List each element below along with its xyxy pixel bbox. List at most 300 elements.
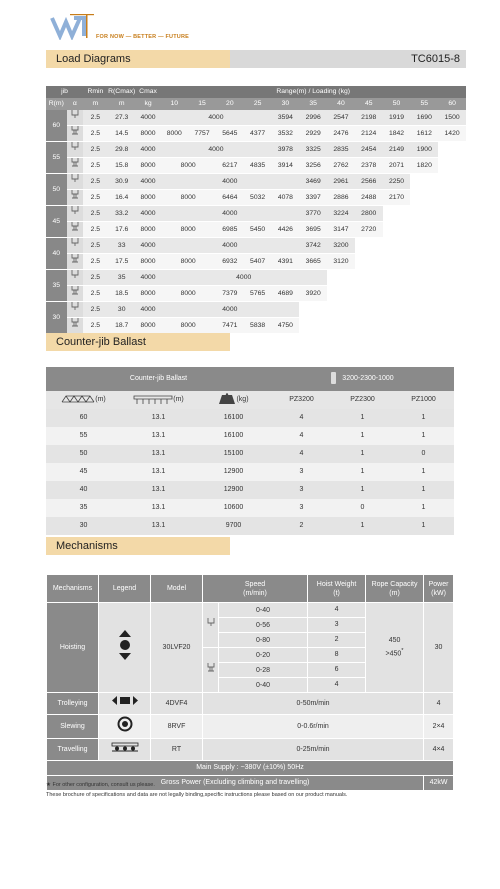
load-value: 8000	[160, 222, 216, 238]
qty-pz2300: 1	[332, 463, 393, 481]
row-rmin: 2.5	[83, 142, 108, 158]
load-value: 3978	[272, 142, 300, 158]
load-value: 4377	[244, 126, 272, 142]
section-title-load: Load Diagrams	[46, 50, 230, 68]
rope-header	[366, 575, 424, 603]
row-rc: 33	[108, 238, 136, 254]
ballast-row	[46, 463, 454, 481]
counter-jib-length: 13.1	[121, 427, 196, 445]
load-value: 3920	[299, 286, 327, 302]
hoist-speed: 0-56	[219, 618, 308, 633]
load-value: 7757	[188, 126, 216, 142]
load-value: 6932	[216, 254, 244, 270]
load-value: 2762	[327, 158, 355, 174]
row-rc: 18.5	[108, 286, 136, 302]
hoisting-model: 30LVF20	[151, 603, 203, 693]
load-value: 2476	[327, 126, 355, 142]
row-cmax: 8000	[136, 286, 161, 302]
load-value: 8000	[160, 318, 216, 334]
qty-pz2300: 0	[332, 499, 393, 517]
load-row	[46, 110, 466, 126]
trolleying-legend	[99, 693, 151, 715]
load-value: 4000	[160, 238, 299, 254]
load-value: 2149	[383, 142, 411, 158]
range-60: 60	[438, 98, 466, 110]
ballast-weight: 16100	[196, 427, 271, 445]
load-value: 3695	[299, 222, 327, 238]
load-value: 3325	[299, 142, 327, 158]
ballast-header-combo	[271, 367, 454, 391]
single-fall-hook-icon	[71, 110, 79, 119]
row-cmax: 8000	[136, 126, 161, 142]
hook-icon-cell	[67, 110, 83, 126]
range-55: 55	[410, 98, 438, 110]
double-fall-hook-icon	[71, 158, 79, 167]
row-cmax: 8000	[136, 254, 161, 270]
qty-pz1000: 1	[393, 463, 454, 481]
main-supply: Main Supply : ~380V (±10%) 50Hz	[47, 761, 454, 776]
rope-capacity-1: 450	[388, 636, 401, 644]
jib-length: 60	[46, 409, 121, 427]
qty-pz3200: 3	[271, 499, 332, 517]
trolleying-label: Trolleying	[47, 693, 99, 715]
load-row	[46, 318, 466, 334]
slewing-speed: 0-0.6r/min	[203, 715, 424, 739]
empty-cell	[327, 270, 466, 286]
ballast-row	[46, 427, 454, 445]
qty-pz1000: 1	[393, 517, 454, 535]
load-value: 5407	[244, 254, 272, 270]
hook-icon-cell	[67, 302, 83, 318]
hook-icon-cell	[67, 222, 83, 238]
load-row	[46, 270, 466, 286]
load-value: 6217	[216, 158, 244, 174]
range-45: 45	[355, 98, 383, 110]
ballast-combo-label: 3200-2300-1000	[342, 375, 394, 382]
double-fall-hook-icon	[71, 286, 79, 295]
header-jib: jib	[46, 86, 83, 98]
hook-icon-cell	[67, 286, 83, 302]
hoist-weight: 2	[308, 633, 366, 648]
hoist-weight: 8	[308, 648, 366, 663]
travel-rail-icon	[111, 742, 139, 752]
model-name: TC6015-8	[411, 53, 460, 65]
load-value: 7379	[216, 286, 244, 302]
load-value: 2124	[355, 126, 383, 142]
load-value: 1919	[383, 110, 411, 126]
hoist-weight: 6	[308, 663, 366, 678]
hoist-speed: 0-80	[219, 633, 308, 648]
hoist-speed: 0-40	[219, 678, 308, 693]
slewing-power: 2×4	[424, 715, 454, 739]
range-15: 15	[188, 98, 216, 110]
hoist-speed: 0-40	[219, 603, 308, 618]
ballast-header-label: Counter-jib Ballast	[46, 367, 271, 391]
hook-icon-cell	[203, 648, 219, 693]
load-value: 8000	[160, 190, 216, 206]
counter-jib-unit: (m)	[173, 396, 184, 403]
qty-pz1000: 1	[393, 427, 454, 445]
jib-length: 40	[46, 238, 67, 270]
row-rmin: 2.5	[83, 190, 108, 206]
load-value: 2170	[383, 190, 411, 206]
jib-length: 50	[46, 174, 67, 206]
load-value: 2250	[383, 174, 411, 190]
empty-cell	[410, 190, 466, 206]
jib-length: 45	[46, 463, 121, 481]
load-value: 1612	[410, 126, 438, 142]
model-header: Model	[151, 575, 203, 603]
row-rc: 14.5	[108, 126, 136, 142]
unit-alpha: α	[67, 98, 83, 110]
travelling-legend	[99, 739, 151, 761]
qty-pz3200: 4	[271, 427, 332, 445]
load-value: 6985	[216, 222, 244, 238]
load-row	[46, 302, 466, 318]
load-value: 4835	[244, 158, 272, 174]
row-cmax: 4000	[136, 238, 161, 254]
rope-capacity	[366, 603, 424, 693]
row-rc: 30	[108, 302, 136, 318]
row-rmin: 2.5	[83, 222, 108, 238]
counter-jib-icon	[133, 393, 173, 405]
mech-header: Mechanisms	[47, 575, 99, 603]
header-rcmax: R(Cmax)	[108, 86, 136, 98]
hook-icon-cell	[67, 142, 83, 158]
hoist-weight: 3	[308, 618, 366, 633]
row-rmin: 2.5	[83, 270, 108, 286]
load-value: 4000	[160, 142, 271, 158]
gross-power-value: 42kW	[424, 776, 454, 791]
empty-cell	[410, 174, 466, 190]
jib-length: 30	[46, 517, 121, 535]
rope-label: Rope Capacity	[371, 580, 418, 588]
model-bar	[230, 50, 466, 68]
load-value: 2566	[355, 174, 383, 190]
qty-pz3200: 2	[271, 517, 332, 535]
hook-icon-cell	[67, 190, 83, 206]
crane-logo-icon	[50, 12, 94, 40]
header-rmin: Rmin	[83, 86, 108, 98]
row-rmin: 2.5	[83, 110, 108, 126]
row-cmax: 4000	[136, 142, 161, 158]
load-value: 1900	[410, 142, 438, 158]
load-value: 2800	[355, 206, 383, 222]
load-row	[46, 158, 466, 174]
section-title-ballast: Counter-jib Ballast	[46, 333, 230, 351]
empty-cell	[299, 302, 466, 318]
ballast-weight: 9700	[196, 517, 271, 535]
qty-pz3200: 3	[271, 463, 332, 481]
hoist-weight: 4	[308, 603, 366, 618]
row-cmax: 4000	[136, 110, 161, 126]
load-value: 3224	[327, 206, 355, 222]
load-row	[46, 254, 466, 270]
load-value: 4000	[160, 110, 271, 126]
range-40: 40	[327, 98, 355, 110]
hoist-speed: 0-28	[219, 663, 308, 678]
double-fall-hook-icon	[207, 663, 215, 672]
unit-m: m	[108, 98, 136, 110]
counter-jib-cell	[121, 391, 196, 409]
qty-pz1000: 1	[393, 409, 454, 427]
row-rc: 27.3	[108, 110, 136, 126]
load-row	[46, 238, 466, 254]
load-value: 5032	[244, 190, 272, 206]
load-row	[46, 286, 466, 302]
qty-pz2300: 1	[332, 517, 393, 535]
load-value: 2198	[355, 110, 383, 126]
travelling-label: Travelling	[47, 739, 99, 761]
ballast-row	[46, 445, 454, 463]
load-value: 2071	[383, 158, 411, 174]
load-value: 3200	[327, 238, 355, 254]
empty-cell	[383, 222, 466, 238]
load-value: 3469	[299, 174, 327, 190]
trolleying-speed: 0-50m/min	[203, 693, 424, 715]
rope-capacity-2: >450	[385, 650, 402, 658]
ballast-weight: 16100	[196, 409, 271, 427]
hoist-header	[308, 575, 366, 603]
load-value: 7471	[216, 318, 244, 334]
unit-r: R(m)	[46, 98, 67, 110]
jib-length: 50	[46, 445, 121, 463]
slewing-ring-icon	[117, 716, 133, 732]
range-35: 35	[299, 98, 327, 110]
qty-pz1000: 1	[393, 499, 454, 517]
hook-icon-cell	[67, 126, 83, 142]
row-rc: 17.5	[108, 254, 136, 270]
hoist-weight: 4	[308, 678, 366, 693]
row-rmin: 2.5	[83, 174, 108, 190]
gross-power-label: Gross Power (Excluding climbing and travelling)	[47, 776, 424, 791]
brand-tagline: FOR NOW — BETTER — FUTURE	[96, 34, 189, 40]
range-20: 20	[216, 98, 244, 110]
hook-icon-cell	[67, 254, 83, 270]
row-cmax: 8000	[136, 158, 161, 174]
hoisting-legend	[99, 603, 151, 693]
load-value: 2961	[327, 174, 355, 190]
hook-icon-cell	[67, 158, 83, 174]
double-fall-hook-icon	[71, 222, 79, 231]
load-value: 3665	[299, 254, 327, 270]
load-value: 2996	[299, 110, 327, 126]
load-value: 1820	[410, 158, 438, 174]
load-value: 2720	[355, 222, 383, 238]
qty-pz1000: 0	[393, 445, 454, 463]
jib-length-cell	[46, 391, 121, 409]
load-value: 5645	[216, 126, 244, 142]
speed-label: Speed	[244, 580, 266, 588]
travelling-model: RT	[151, 739, 203, 761]
qty-pz1000: 1	[393, 481, 454, 499]
ballast-weight: 10600	[196, 499, 271, 517]
double-fall-hook-icon	[71, 126, 79, 135]
row-cmax: 8000	[136, 318, 161, 334]
single-fall-hook-icon	[71, 142, 79, 151]
load-value: 4078	[272, 190, 300, 206]
jib-length: 40	[46, 481, 121, 499]
qty-pz2300: 1	[332, 481, 393, 499]
counter-jib-length: 13.1	[121, 409, 196, 427]
double-fall-hook-icon	[71, 190, 79, 199]
jib-length: 35	[46, 499, 121, 517]
section-title-mechanisms: Mechanisms	[46, 537, 230, 555]
empty-cell	[355, 254, 466, 270]
ballast-row	[46, 481, 454, 499]
row-cmax: 8000	[136, 190, 161, 206]
counter-jib-length: 13.1	[121, 463, 196, 481]
ballast-weight: 12900	[196, 481, 271, 499]
hook-icon-cell	[203, 603, 219, 648]
hoist-label: Hoist Weight	[316, 580, 357, 588]
row-rmin: 2.5	[83, 318, 108, 334]
row-cmax: 4000	[136, 270, 161, 286]
jib-length: 55	[46, 427, 121, 445]
qty-pz3200: 4	[271, 445, 332, 463]
range-30: 30	[272, 98, 300, 110]
power-unit: (kW)	[431, 589, 446, 597]
range-25: 25	[244, 98, 272, 110]
counter-jib-length: 13.1	[121, 517, 196, 535]
hoist-updown-icon	[118, 630, 132, 660]
header-range: Range(m) / Loading (kg)	[160, 86, 466, 98]
slewing-model: 8RVF	[151, 715, 203, 739]
load-value: 8000	[160, 286, 216, 302]
load-value: 4000	[160, 302, 299, 318]
jib-length: 45	[46, 206, 67, 238]
row-cmax: 4000	[136, 302, 161, 318]
load-value: 5450	[244, 222, 272, 238]
speed-header	[203, 575, 308, 603]
hoisting-row	[47, 603, 454, 618]
col-pz3200: PZ3200	[271, 391, 332, 409]
load-value: 8000	[160, 158, 216, 174]
hook-icon-cell	[67, 206, 83, 222]
hook-icon-cell	[67, 318, 83, 334]
load-value: 3594	[272, 110, 300, 126]
power-header	[424, 575, 454, 603]
empty-cell	[383, 206, 466, 222]
qty-pz3200: 3	[271, 481, 332, 499]
load-diagram-table	[46, 86, 466, 334]
travelling-speed: 0-25m/min	[203, 739, 424, 761]
row-rmin: 2.5	[83, 254, 108, 270]
weight-icon	[218, 393, 236, 405]
load-value: 4000	[160, 174, 299, 190]
jib-unit: (m)	[95, 396, 106, 403]
load-value: 2886	[327, 190, 355, 206]
row-rc: 33.2	[108, 206, 136, 222]
jib-icon	[61, 395, 95, 403]
hook-icon-cell	[67, 174, 83, 190]
load-row	[46, 142, 466, 158]
load-value: 4426	[272, 222, 300, 238]
ballast-row	[46, 517, 454, 535]
row-rmin: 2.5	[83, 302, 108, 318]
row-rmin: 2.5	[83, 206, 108, 222]
load-value: 4750	[272, 318, 300, 334]
jib-length: 60	[46, 110, 67, 142]
load-row	[46, 174, 466, 190]
load-value: 2835	[327, 142, 355, 158]
load-value: 3120	[327, 254, 355, 270]
hoist-unit: (t)	[333, 589, 340, 597]
col-pz2300: PZ2300	[332, 391, 393, 409]
load-value: 3397	[299, 190, 327, 206]
load-value: 3770	[299, 206, 327, 222]
row-rmin: 2.5	[83, 286, 108, 302]
load-value: 1500	[438, 110, 466, 126]
row-cmax: 4000	[136, 206, 161, 222]
range-50: 50	[383, 98, 411, 110]
single-fall-hook-icon	[71, 174, 79, 183]
load-value: 1690	[410, 110, 438, 126]
load-value: 5765	[244, 286, 272, 302]
unit-kg: kg	[136, 98, 161, 110]
load-value: 2488	[355, 190, 383, 206]
load-row	[46, 190, 466, 206]
hoisting-power: 30	[424, 603, 454, 693]
row-rc: 29.8	[108, 142, 136, 158]
counter-jib-length: 13.1	[121, 445, 196, 463]
slewing-legend	[99, 715, 151, 739]
qty-pz2300: 1	[332, 409, 393, 427]
load-value: 3256	[299, 158, 327, 174]
mechanisms-table	[46, 574, 454, 791]
load-value: 4000	[160, 206, 299, 222]
load-value: 4689	[272, 286, 300, 302]
row-rmin: 2.5	[83, 238, 108, 254]
ballast-row	[46, 499, 454, 517]
weight-cell	[196, 391, 271, 409]
trolley-arrows-icon	[112, 696, 138, 705]
empty-cell	[355, 238, 466, 254]
ballast-row	[46, 409, 454, 427]
trolleying-power: 4	[424, 693, 454, 715]
single-fall-hook-icon	[71, 270, 79, 279]
rope-unit: (m)	[389, 589, 400, 597]
qty-pz2300: 1	[332, 445, 393, 463]
slewing-label: Slewing	[47, 715, 99, 739]
load-value: 6464	[216, 190, 244, 206]
counter-jib-length: 13.1	[121, 481, 196, 499]
row-rmin: 2.5	[83, 158, 108, 174]
double-fall-hook-icon	[71, 254, 79, 263]
rope-footnote-mark: *	[401, 647, 404, 654]
load-value: 2454	[355, 142, 383, 158]
load-row	[46, 206, 466, 222]
legend-header: Legend	[99, 575, 151, 603]
hook-icon-cell	[67, 238, 83, 254]
load-row	[46, 222, 466, 238]
row-cmax: 4000	[136, 174, 161, 190]
header-cmax: Cmax	[136, 86, 161, 98]
travelling-power: 4×4	[424, 739, 454, 761]
row-rc: 16.4	[108, 190, 136, 206]
jib-length: 30	[46, 302, 67, 334]
double-fall-hook-icon	[71, 318, 79, 327]
load-value: 4000	[160, 270, 327, 286]
empty-cell	[327, 286, 466, 302]
brand-logo	[50, 8, 190, 48]
load-value: 3147	[327, 222, 355, 238]
load-value: 2547	[327, 110, 355, 126]
qty-pz2300: 1	[332, 427, 393, 445]
single-fall-hook-icon	[71, 206, 79, 215]
single-fall-hook-icon	[71, 302, 79, 311]
empty-cell	[438, 158, 466, 174]
